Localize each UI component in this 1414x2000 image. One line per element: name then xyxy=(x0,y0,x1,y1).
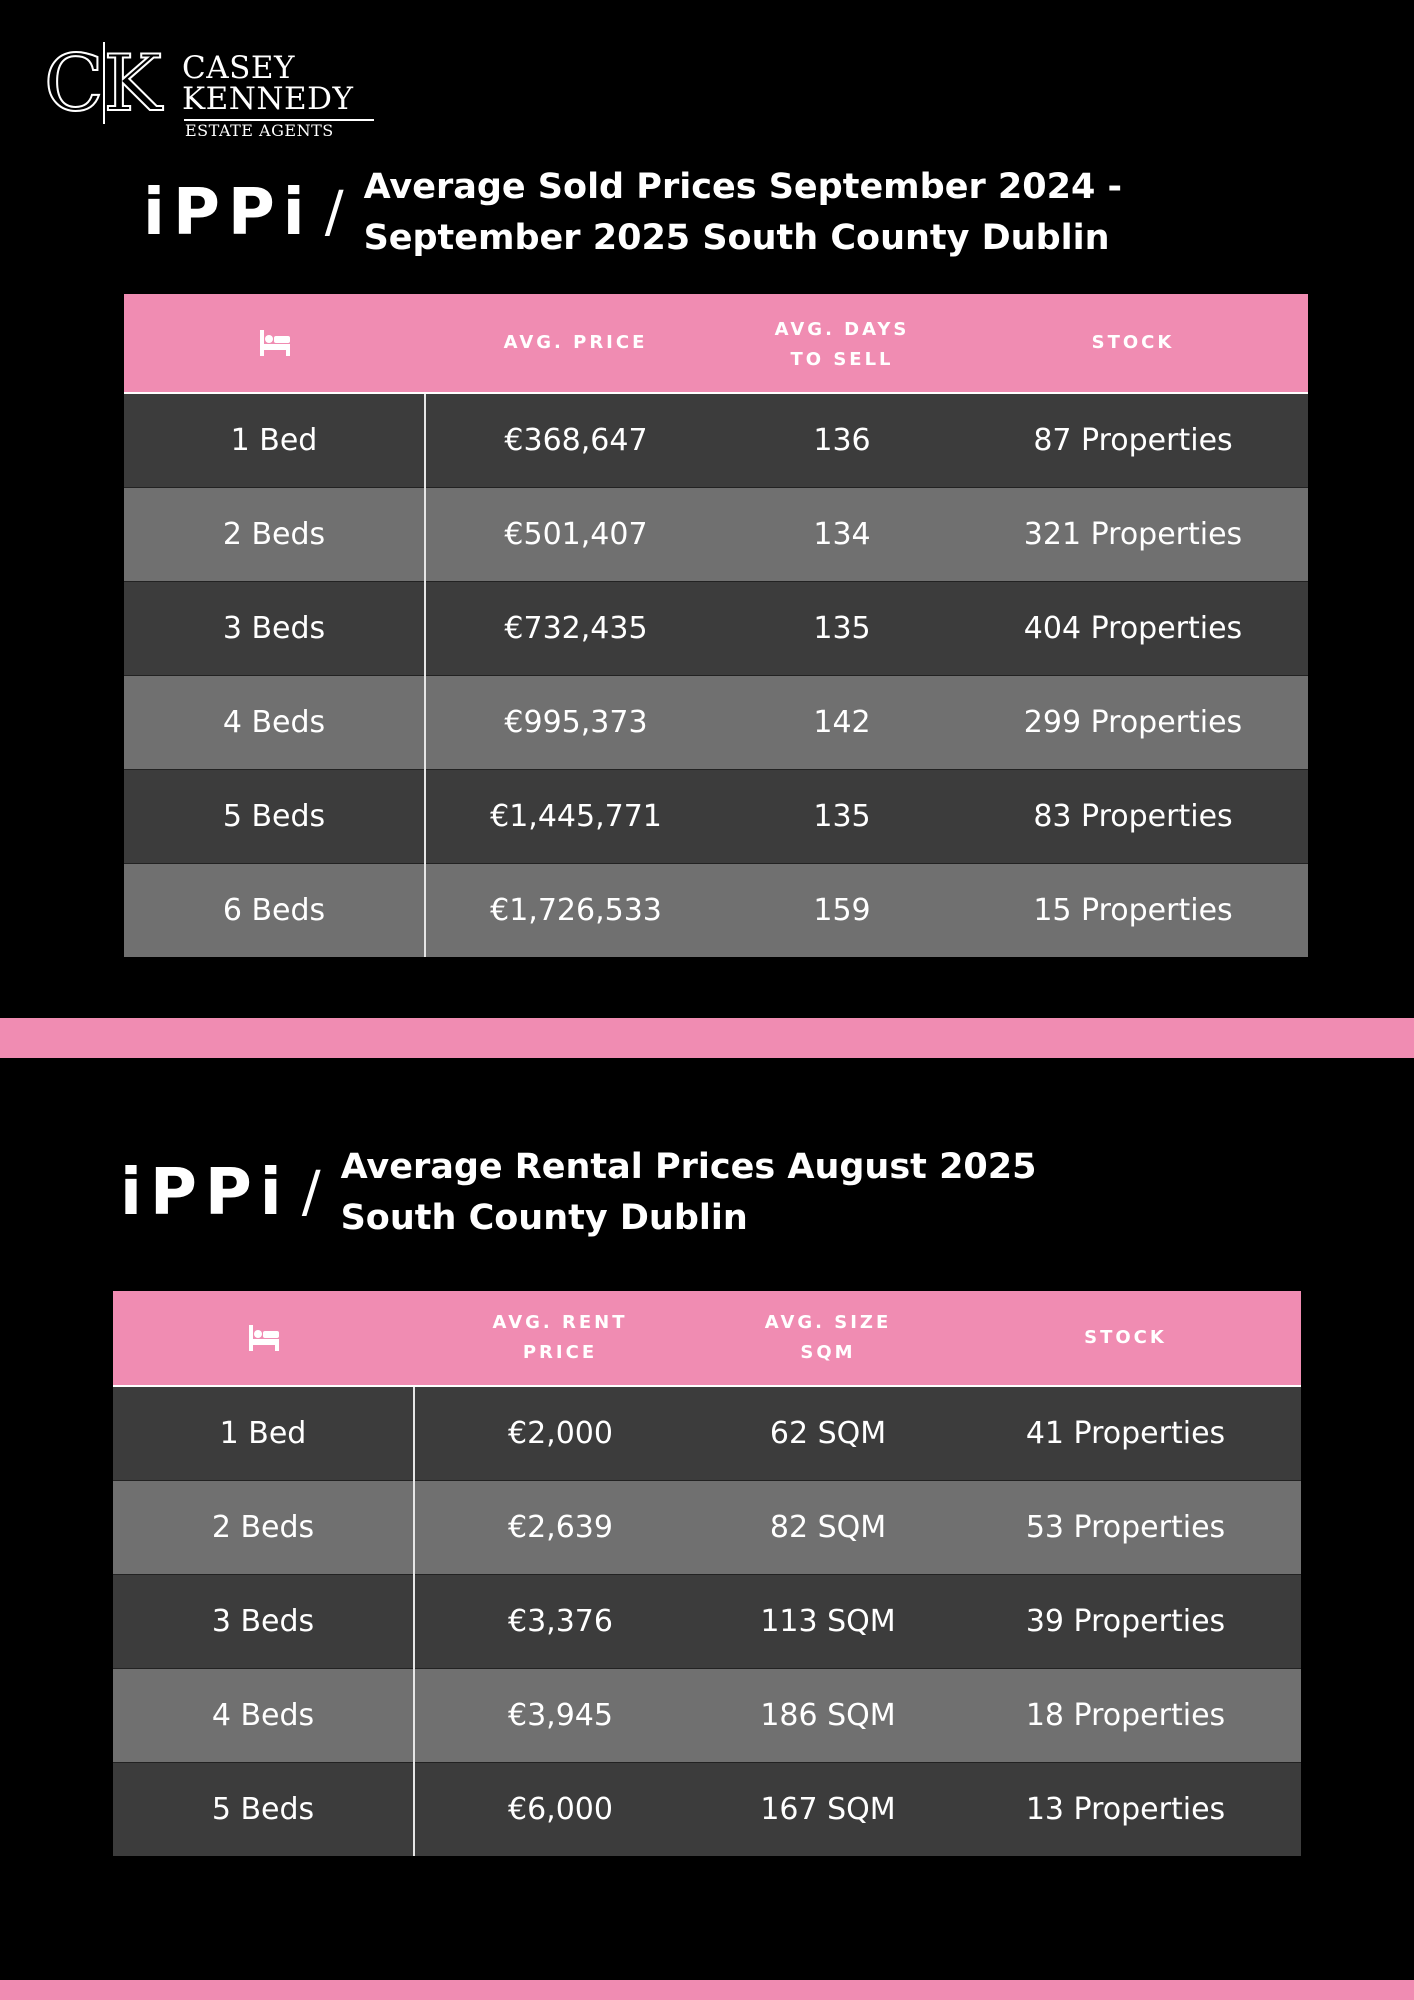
avg-days-cell: 142 xyxy=(726,676,958,770)
stock-cell: 404 Properties xyxy=(958,582,1308,676)
logo-name-line2: KENNEDY xyxy=(182,81,354,117)
sold-section-title: Average Sold Prices September 2024 -September 2025 South County Dublin xyxy=(363,167,1123,258)
pink-divider-band xyxy=(0,1018,1414,1058)
table-header-row xyxy=(113,1291,1301,1386)
stock-cell: 87 Properties xyxy=(958,393,1308,488)
logo-name-line1: CASEY xyxy=(182,50,295,86)
table-row xyxy=(124,770,1308,864)
avg-size-cell: 82 SQM xyxy=(706,1481,950,1575)
avg-price-cell: €1,726,533 xyxy=(425,864,726,958)
rental-section-title: Average Rental Prices August 2025 South County Dublin xyxy=(340,1147,1037,1238)
title-separator: / xyxy=(324,180,344,245)
avg-rent-header-text: AVG. RENT PRICE xyxy=(492,1312,628,1363)
avg-days-cell: 135 xyxy=(726,582,958,676)
ippi-brand: iPPi xyxy=(143,176,313,250)
avg-price-cell: €368,647 xyxy=(425,393,726,488)
table-row xyxy=(113,1575,1301,1669)
bedrooms-column-header xyxy=(124,294,425,393)
stock-cell: 15 Properties xyxy=(958,864,1308,958)
avg-days-cell: 136 xyxy=(726,393,958,488)
bedrooms-cell: 5 Beds xyxy=(124,770,425,864)
avg-size-cell: 167 SQM xyxy=(706,1763,950,1857)
sold-section-heading xyxy=(143,162,1324,264)
avg-rent-cell: €3,945 xyxy=(414,1669,706,1763)
bedrooms-cell: 1 Bed xyxy=(124,393,425,488)
avg-size-cell: 62 SQM xyxy=(706,1386,950,1481)
table-row xyxy=(124,393,1308,488)
avg-days-cell: 135 xyxy=(726,770,958,864)
bedrooms-cell: 5 Beds xyxy=(113,1763,414,1857)
pink-bottom-band xyxy=(0,1980,1414,2000)
stock-cell: 39 Properties xyxy=(950,1575,1301,1669)
table-row xyxy=(113,1763,1301,1857)
stock-cell: 321 Properties xyxy=(958,488,1308,582)
bedrooms-cell: 3 Beds xyxy=(113,1575,414,1669)
avg-size-cell: 186 SQM xyxy=(706,1669,950,1763)
bedrooms-cell: 1 Bed xyxy=(113,1386,414,1481)
bed-icon xyxy=(247,1323,281,1353)
table-row xyxy=(124,582,1308,676)
table-row xyxy=(113,1669,1301,1763)
table-row xyxy=(124,864,1308,958)
bedrooms-cell: 2 Beds xyxy=(113,1481,414,1575)
avg-price-cell: €995,373 xyxy=(425,676,726,770)
table-row xyxy=(113,1481,1301,1575)
bedrooms-cell: 4 Beds xyxy=(113,1669,414,1763)
avg-price-cell: €501,407 xyxy=(425,488,726,582)
stock-cell: 83 Properties xyxy=(958,770,1308,864)
rental-section-heading xyxy=(120,1142,1061,1244)
table-header-row xyxy=(124,294,1308,393)
table-row xyxy=(124,488,1308,582)
avg-size-cell: 113 SQM xyxy=(706,1575,950,1669)
stock-cell: 299 Properties xyxy=(958,676,1308,770)
bedrooms-column-header xyxy=(113,1291,414,1386)
title-separator: / xyxy=(301,1160,321,1225)
avg-rent-column-header xyxy=(414,1291,706,1386)
avg-rent-cell: €2,000 xyxy=(414,1386,706,1481)
bedrooms-cell: 3 Beds xyxy=(124,582,425,676)
avg-days-header-text: AVG. DAYS TO SELL xyxy=(774,319,910,370)
stock-column-header: STOCK xyxy=(958,294,1308,393)
bedrooms-cell: 4 Beds xyxy=(124,676,425,770)
bedrooms-cell: 6 Beds xyxy=(124,864,425,958)
ck-monogram-icon xyxy=(42,38,182,128)
avg-size-header-text: AVG. SIZE SQM xyxy=(764,1312,892,1363)
avg-rent-cell: €2,639 xyxy=(414,1481,706,1575)
ippi-brand: iPPi xyxy=(120,1156,290,1230)
stock-cell: 41 Properties xyxy=(950,1386,1301,1481)
table-row xyxy=(124,676,1308,770)
avg-size-column-header xyxy=(706,1291,950,1386)
table-row xyxy=(113,1386,1301,1481)
svg-text:CK: CK xyxy=(44,39,162,128)
stock-cell: 13 Properties xyxy=(950,1763,1301,1857)
rental-prices-table xyxy=(113,1291,1301,1856)
avg-days-cell: 134 xyxy=(726,488,958,582)
logo-subtitle: ESTATE AGENTS xyxy=(185,121,334,140)
stock-column-header: STOCK xyxy=(950,1291,1301,1386)
avg-rent-cell: €3,376 xyxy=(414,1575,706,1669)
avg-days-column-header xyxy=(726,294,958,393)
bed-icon xyxy=(258,328,292,358)
sold-prices-table xyxy=(124,294,1308,957)
bedrooms-cell: 2 Beds xyxy=(124,488,425,582)
avg-days-cell: 159 xyxy=(726,864,958,958)
stock-cell: 53 Properties xyxy=(950,1481,1301,1575)
avg-price-cell: €732,435 xyxy=(425,582,726,676)
avg-rent-cell: €6,000 xyxy=(414,1763,706,1857)
avg-price-column-header: AVG. PRICE xyxy=(425,294,726,393)
brand-logo xyxy=(42,38,382,138)
avg-price-cell: €1,445,771 xyxy=(425,770,726,864)
stock-cell: 18 Properties xyxy=(950,1669,1301,1763)
